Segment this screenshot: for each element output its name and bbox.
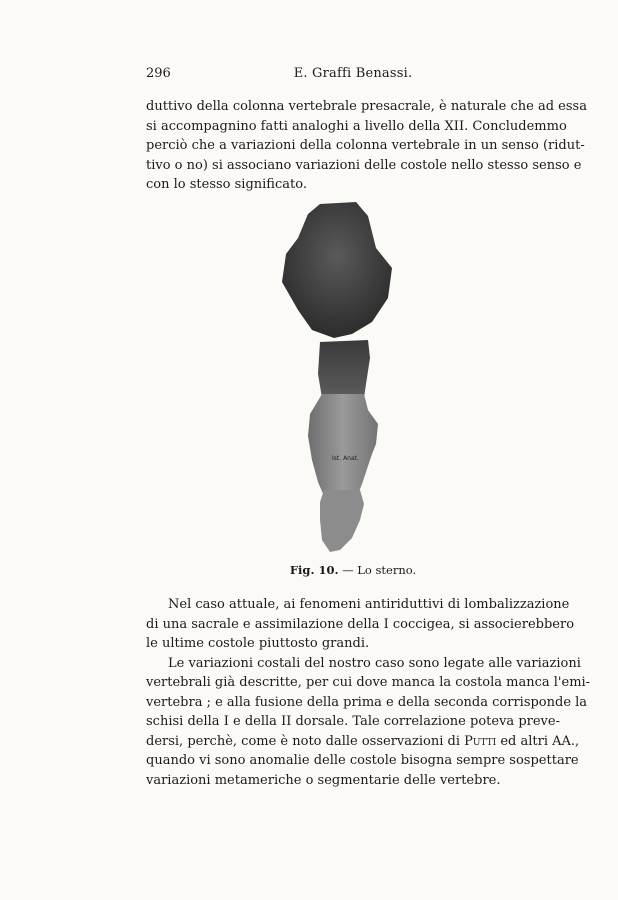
text-line: quando vi sono anomalie delle costole bisogna sempre sospettare <box>146 753 579 768</box>
text-line: schisi della I e della II dorsale. Tale correlazione poteva preve- <box>146 714 560 729</box>
figure-caption <box>146 563 560 577</box>
running-head: E. Graffi Benassi. <box>293 66 413 81</box>
text-line: Le variazioni costali del nostro caso sono legate alle variazioni <box>168 655 581 671</box>
text-line: si accompagnino fatti analoghi a livello della XII. Concludemmo <box>146 118 567 134</box>
caption-dash: — <box>342 563 354 577</box>
text-line: duttivo della colonna vertebrale presacrale, è naturale che ad essa <box>146 99 587 114</box>
text-line: di una sacrale e assimilazione della I coccigea, si associerebbero <box>146 616 575 632</box>
sternum-figure <box>268 198 398 558</box>
figure-label: Fig. 10. <box>289 563 339 577</box>
author-name-putti: Putti <box>464 733 497 749</box>
text-line: le ultime costole piuttosto grandi. <box>146 636 370 651</box>
text-line-putti <box>146 732 580 752</box>
manubrium-shape <box>282 202 392 338</box>
text-fragment: ed altri AA., <box>496 733 580 749</box>
text-line: perciò che a variazioni della colonna vertebrale in un senso (ridut- <box>146 138 585 153</box>
page-header <box>146 66 560 86</box>
text-line: Nel caso attuale, ai fenomeni antiriduttivi di lombalizzazione <box>168 597 570 612</box>
caption-text: Lo sterno. <box>357 563 417 577</box>
body-segment-main <box>308 394 378 496</box>
page-number: 296 <box>146 66 171 81</box>
paragraph-2 <box>146 595 591 790</box>
sternum-image <box>268 198 398 558</box>
text-line: con lo stesso significato. <box>146 177 307 192</box>
specimen-label: Ist. Anat. <box>332 455 359 462</box>
paragraph-1 <box>146 97 587 195</box>
body-segment-lower <box>320 490 364 552</box>
body-segment-upper <box>318 340 370 398</box>
text-fragment: dersi, perchè, come è noto dalle osservazioni di <box>146 733 465 749</box>
text-line: variazioni metameriche o segmentarie delle vertebre. <box>146 772 501 788</box>
text-line: vertebrali già descritte, per cui dove manca la costola manca l'emi- <box>146 675 591 690</box>
text-line: vertebra ; e alla fusione della prima e della seconda corrisponde la <box>146 694 588 710</box>
text-line: tivo o no) si associano variazioni delle costole nello stesso senso e <box>146 157 582 173</box>
